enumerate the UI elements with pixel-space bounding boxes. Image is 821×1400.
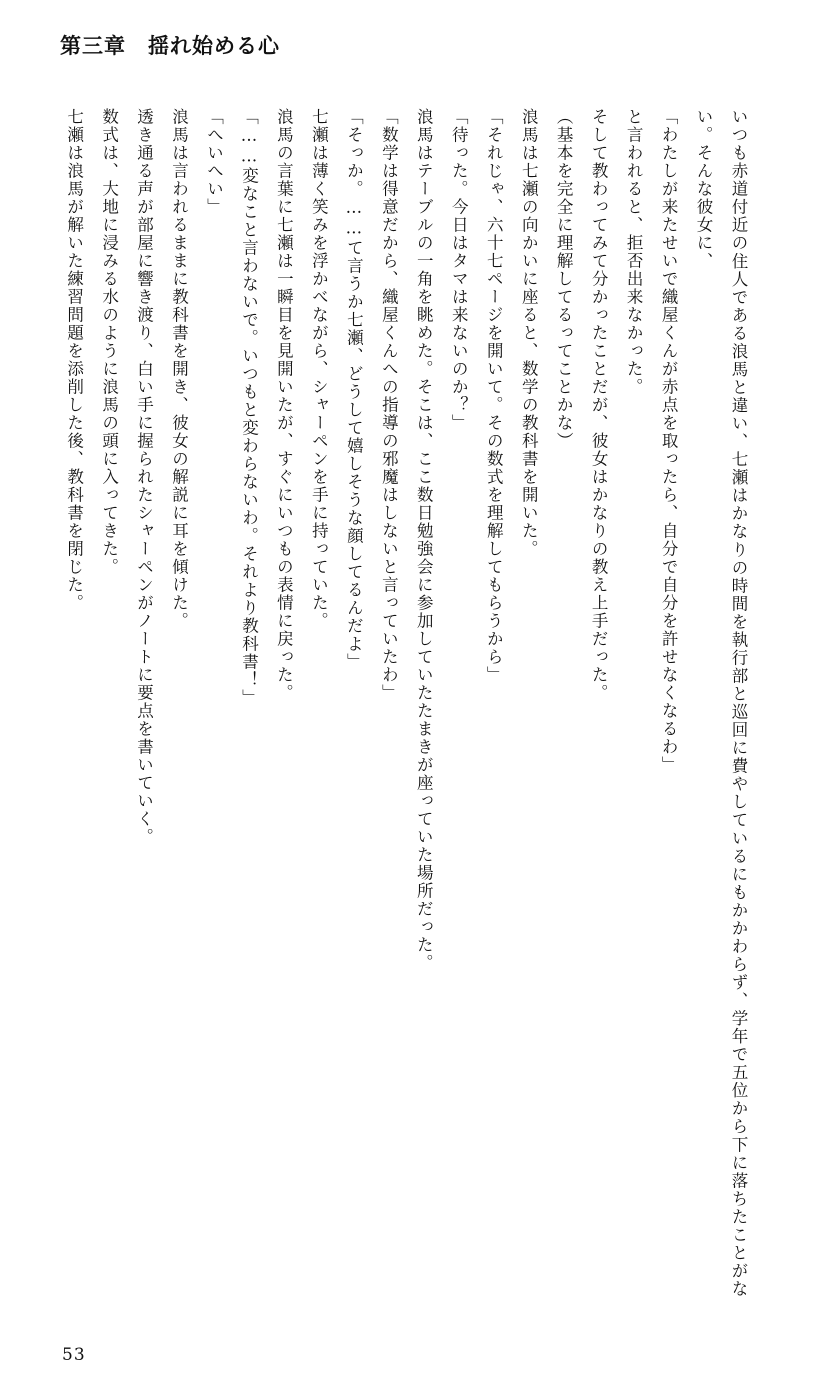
paragraph: （基本を完全に理解してるってことかな） xyxy=(554,108,574,450)
chapter-heading xyxy=(60,30,280,60)
body-text xyxy=(65,108,755,1298)
paragraph: 浪馬は言われるままに教科書を開き、彼女の解説に耳を傾けた。 xyxy=(169,108,189,630)
paragraph: と言われると、拒否出来なかった。 xyxy=(624,108,644,396)
paragraph: 浪馬は七瀬の向かいに座ると、数学の教科書を開いた。 xyxy=(519,108,539,558)
paragraph: 浪馬の言葉に七瀬は一瞬目を見開いたが、すぐにいつもの表情に戻った。 xyxy=(274,108,294,702)
paragraph: 「そっか。……て言うか七瀬、どうして嬉しそうな顔してるんだよ」 xyxy=(344,108,364,671)
paragraph: 「わたしが来たせいで織屋くんが赤点を取ったら、自分で自分を許せなくなるわ」 xyxy=(659,108,679,774)
paragraph: そして教わってみて分かったことだが、彼女はかなりの教え上手だった。 xyxy=(589,108,609,702)
paragraph: 「数学は得意だから、織屋くんへの指導の邪魔はしないと言っていたわ」 xyxy=(379,108,399,702)
paragraph: 「待った。今日はタマは来ないのか？」 xyxy=(449,108,469,432)
paragraph: 七瀬は浪馬が解いた練習問題を添削した後、教科書を閉じた。 xyxy=(64,108,84,612)
chapter-number: 第三章 xyxy=(60,33,126,58)
paragraph: 数式は、大地に浸みる水のように浪馬の頭に入ってきた。 xyxy=(99,108,119,576)
paragraph: 「へいへい」 xyxy=(204,108,224,216)
page-number: 53 xyxy=(62,1345,86,1365)
paragraph: いつも赤道付近の住人である浪馬と違い、七瀬はかなりの時間を執行部と巡回に費やしているにもかかわらず、学年で五位から下に落ちたことがない。そんな彼女に、 xyxy=(694,108,748,1298)
paragraph: 七瀬は薄く笑みを浮かべながら、シャーペンを手に持っていた。 xyxy=(309,108,329,630)
paragraph: 透き通る声が部屋に響き渡り、白い手に握られたシャーペンがノートに要点を書いていく。 xyxy=(134,108,154,846)
chapter-title: 揺れ始める心 xyxy=(148,33,280,58)
paragraph: 浪馬はテーブルの一角を眺めた。そこは、ここ数日勉強会に参加していたたまきが座っていた場所だった。 xyxy=(414,108,434,972)
paragraph: 「それじゃ、六十七ページを開いて。その数式を理解してもらうから」 xyxy=(484,108,504,684)
paragraph: 「……変なこと言わないで。いつもと変わらないわ。それより教科書！」 xyxy=(239,108,259,707)
